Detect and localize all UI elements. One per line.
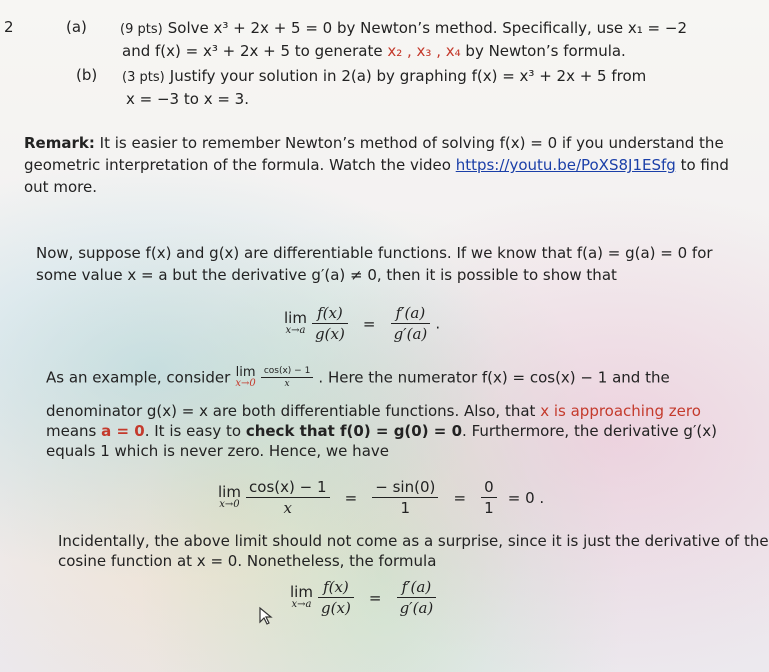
incident-line2: cosine function at x = 0. Nonetheless, the formula: [58, 552, 437, 570]
formula-repeat: [290, 578, 436, 617]
formula-left-fraction: [312, 304, 348, 343]
example-denominator: x: [284, 379, 290, 389]
example-line2: [46, 402, 701, 420]
example-lim-sub: x→0: [235, 378, 256, 389]
part-a-points: (9 pts): [120, 22, 163, 37]
result-den-2: 1: [400, 499, 411, 517]
formula2-lim-text: lim: [290, 583, 313, 601]
formula-right-fraction: [391, 304, 431, 343]
result-num-2: − sin(0): [372, 478, 438, 498]
part-a-label: (a): [66, 18, 87, 36]
formula2-equals: =: [368, 588, 382, 607]
right-denominator: g′(a): [393, 325, 428, 343]
formula-lim: [284, 311, 307, 336]
formula2-left-num: f(x): [318, 578, 354, 598]
remark-text-1: It is easier to remember Newton’s method of solving f(x) = 0 if you understand the: [99, 134, 724, 152]
incident-line1: Incidentally, the above limit should not come as a surprise, since it is just the derivative of the: [58, 532, 769, 550]
example-intro: As an example, consider: [46, 368, 231, 387]
example-line4: equals 1 which is never zero. Hence, we have: [46, 442, 389, 460]
problem-number: 2: [4, 18, 14, 36]
result-eq-1: =: [344, 488, 358, 507]
part-b-line1: [122, 66, 646, 85]
part-b-text-1: Justify your solution in 2(a) by graphing f(x) = x³ + 2x + 5 from: [169, 67, 647, 85]
cursor-arrow-icon: [258, 606, 274, 626]
part-b-line2: x = −3 to x = 3.: [126, 90, 249, 108]
part-a-text-1: Solve x³ + 2x + 5 = 0 by Newton’s method. Specifically, use x₁ = −2: [167, 19, 687, 37]
example-highlight-zero: x is approaching zero: [540, 402, 701, 420]
remark-text-2: geometric interpretation of the formula. Watch the video: [24, 156, 451, 174]
result-lim: [218, 485, 241, 510]
result-fraction-3: [481, 478, 497, 517]
part-a-vars: x₂ , x₃ , x₄: [387, 42, 461, 60]
formula2-right-fraction: [397, 578, 437, 617]
example-lim: lim x→0: [235, 365, 256, 389]
video-link[interactable]: https://youtu.be/PoXS8J1ESfg: [455, 156, 676, 174]
intro-line1: Now, suppose f(x) and g(x) are differentiable functions. If we know that f(a) = g(a) = 0 for: [36, 244, 713, 262]
result-lim-sub: x→0: [219, 499, 240, 510]
left-denominator: g(x): [315, 325, 345, 343]
example-numerator: cos(x) − 1: [261, 366, 313, 378]
formula2-lim-sub: x→a: [291, 599, 312, 610]
remark-line3: out more.: [24, 178, 97, 196]
example-text-3b: . It is easy to: [144, 422, 242, 440]
result-num-1: cos(x) − 1: [246, 478, 329, 498]
result-den-3: 1: [484, 499, 494, 517]
example-highlight-a: a = 0: [101, 422, 145, 440]
formula-period: .: [435, 314, 441, 333]
example-text-3a: means: [46, 422, 97, 440]
formula2-right-den: g′(a): [399, 599, 434, 617]
example-check: check that f(0) = g(0) = 0: [245, 422, 463, 440]
part-a-text-2: and f(x) = x³ + 2x + 5 to generate: [122, 42, 383, 60]
result-den-1: x: [283, 499, 293, 517]
example-line1: [46, 366, 670, 389]
part-a-line1: [120, 18, 687, 37]
part-b-label: (b): [76, 66, 98, 84]
example-text-2: denominator g(x) = x are both differentiable functions. Also, that: [46, 402, 536, 420]
result-fraction-1: [246, 478, 329, 517]
lhopital-formula: [284, 304, 440, 343]
result-fraction-2: [372, 478, 438, 517]
example-post: . Here the numerator f(x) = cos(x) − 1 and the: [318, 368, 670, 387]
result-lim-text: lim: [218, 483, 241, 501]
example-fraction: [261, 366, 313, 389]
example-line3: [46, 422, 717, 440]
result-num-3: 0: [481, 478, 497, 498]
remark-text-2b: to find: [680, 156, 729, 174]
formula2-left-den: g(x): [321, 599, 351, 617]
part-b-points: (3 pts): [122, 70, 165, 85]
part-a-line2: [122, 42, 626, 60]
lim-subscript: x→a: [285, 325, 306, 336]
formula2-left-fraction: [318, 578, 354, 617]
part-a-tail: by Newton’s formula.: [465, 42, 626, 60]
result-formula: [218, 478, 544, 517]
example-text-3c: . Furthermore, the derivative g′(x): [462, 422, 717, 440]
remark-label: Remark:: [24, 134, 95, 152]
result-tail: = 0 .: [507, 488, 545, 507]
remark-line1: [24, 134, 724, 152]
right-numerator: f′(a): [391, 304, 431, 324]
formula2-right-num: f′(a): [397, 578, 437, 598]
result-eq-2: =: [453, 488, 467, 507]
left-numerator: f(x): [312, 304, 348, 324]
intro-line2: some value x = a but the derivative g′(a) ≠ 0, then it is possible to show that: [36, 266, 617, 284]
formula-equals: =: [362, 314, 376, 333]
remark-line2: [24, 156, 729, 174]
formula2-lim: [290, 585, 313, 610]
lim-text: lim: [284, 309, 307, 327]
